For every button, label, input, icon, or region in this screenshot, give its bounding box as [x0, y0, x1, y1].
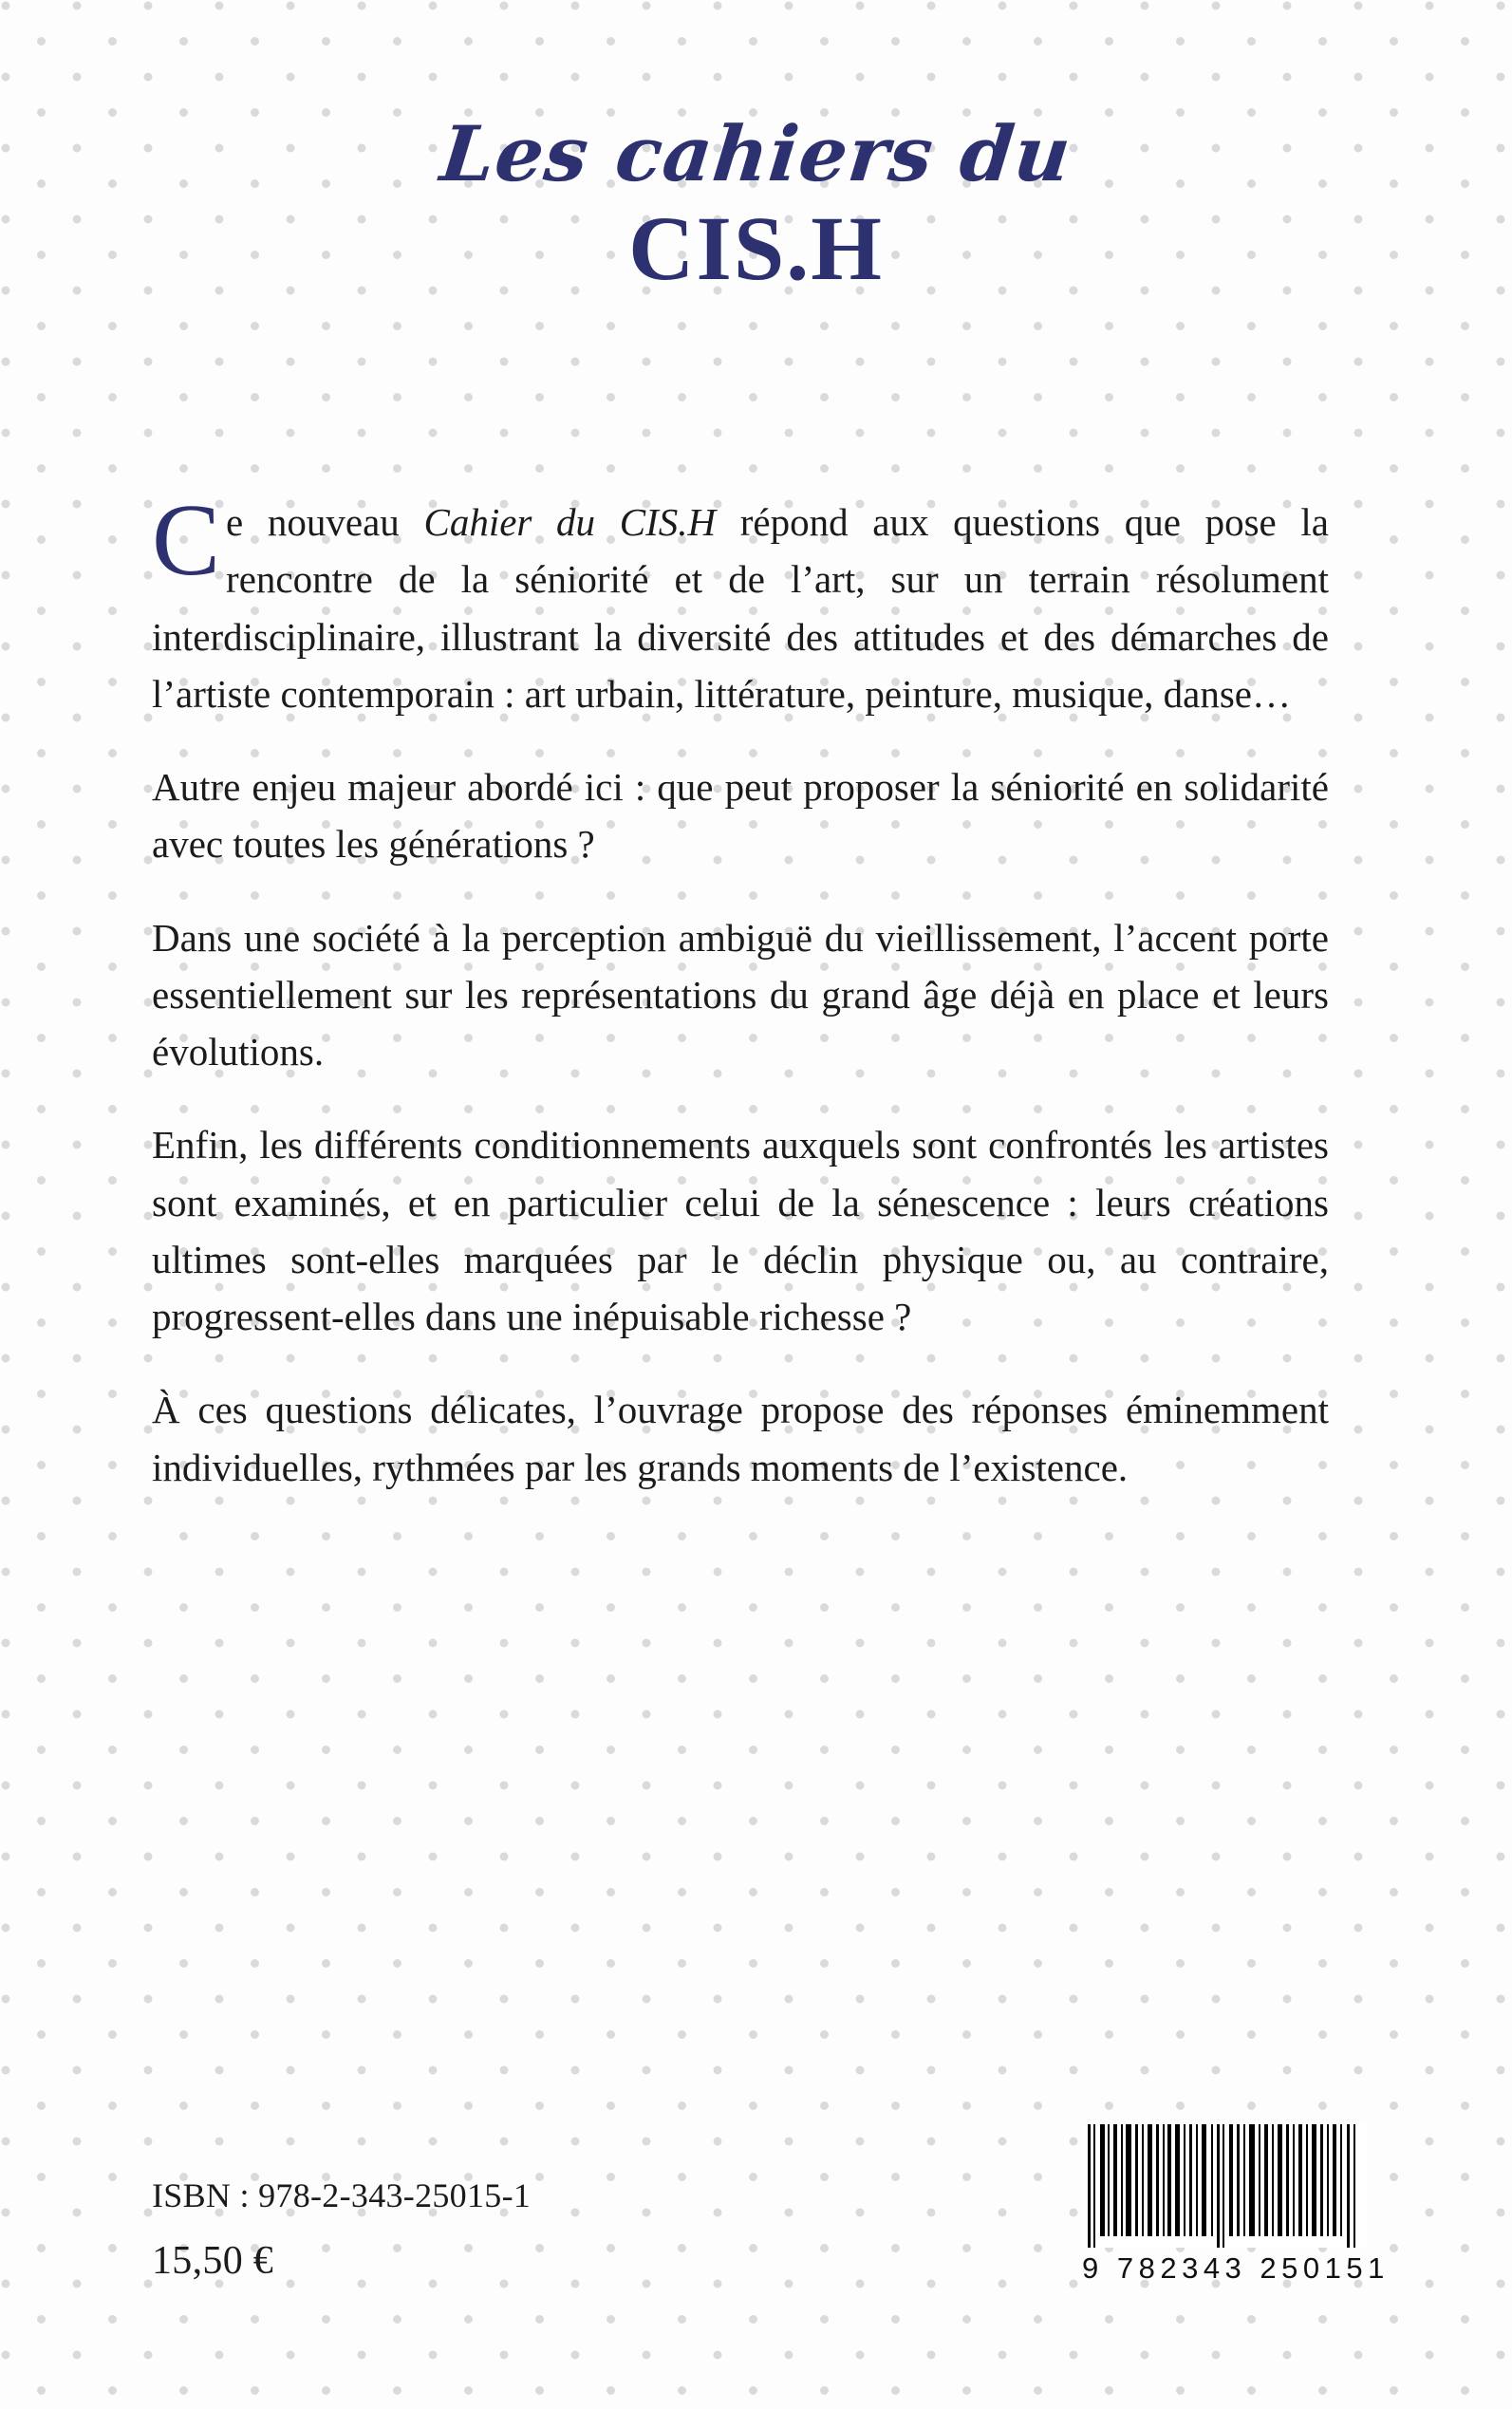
blurb-paragraph-5: À ces questions délicates, l’ouvrage propose des réponses éminemment individuelles, rythmées par les grands moments de l’existence. [152, 1388, 1329, 1489]
series-title-main: CIS.H [628, 197, 884, 299]
barcode-block [1082, 2124, 1390, 2286]
blurb-paragraph-4: Enfin, les différents conditionnements auxquels sont confrontés les artistes sont examinés, et en particulier celui de la sénescence : leurs créations ultimes sont-elles marquées par le déclin physique ou, au contraire, progressent-elles dans une inépuisable richesse ? [152, 1123, 1329, 1339]
blurb-paragraph-2: Autre enjeu majeur abordé ici : que peut proposer la séniorité en solidarité avec toutes les générations ? [152, 765, 1329, 867]
barcode-digits: 9 782343 250151 [1082, 2251, 1390, 2285]
blurb-paragraph-1-rest: répond aux questions que pose la rencontre de la séniorité et de l’art, sur un terrain résolument interdisciplinaire, illustrant la diversité des attitudes et des démarches de l’artiste contemporain : art urbain, littérature, peinture, musique, danse… [152, 500, 1329, 716]
isbn-text: ISBN : 978-2-343-25015-1 [152, 2176, 532, 2214]
drop-cap: C [152, 484, 221, 597]
back-cover-blurb [152, 484, 1329, 1496]
cover-title-block [0, 109, 1512, 299]
ean13-barcode-icon [1082, 2124, 1367, 2248]
blurb-italic-title: Cahier du CIS.H [423, 500, 717, 544]
price-text: 15,50 € [152, 2239, 274, 2283]
series-title-script: Les cahiers du [436, 109, 1076, 198]
blurb-paragraph-1 [152, 484, 1329, 722]
blurb-paragraph-3: Dans une société à la perception ambiguë du vieillissement, l’accent porte essentiellement sur les représentations du grand âge déjà en place et leurs évolutions. [152, 915, 1329, 1074]
blurb-lead-text: e nouveau [226, 500, 424, 544]
